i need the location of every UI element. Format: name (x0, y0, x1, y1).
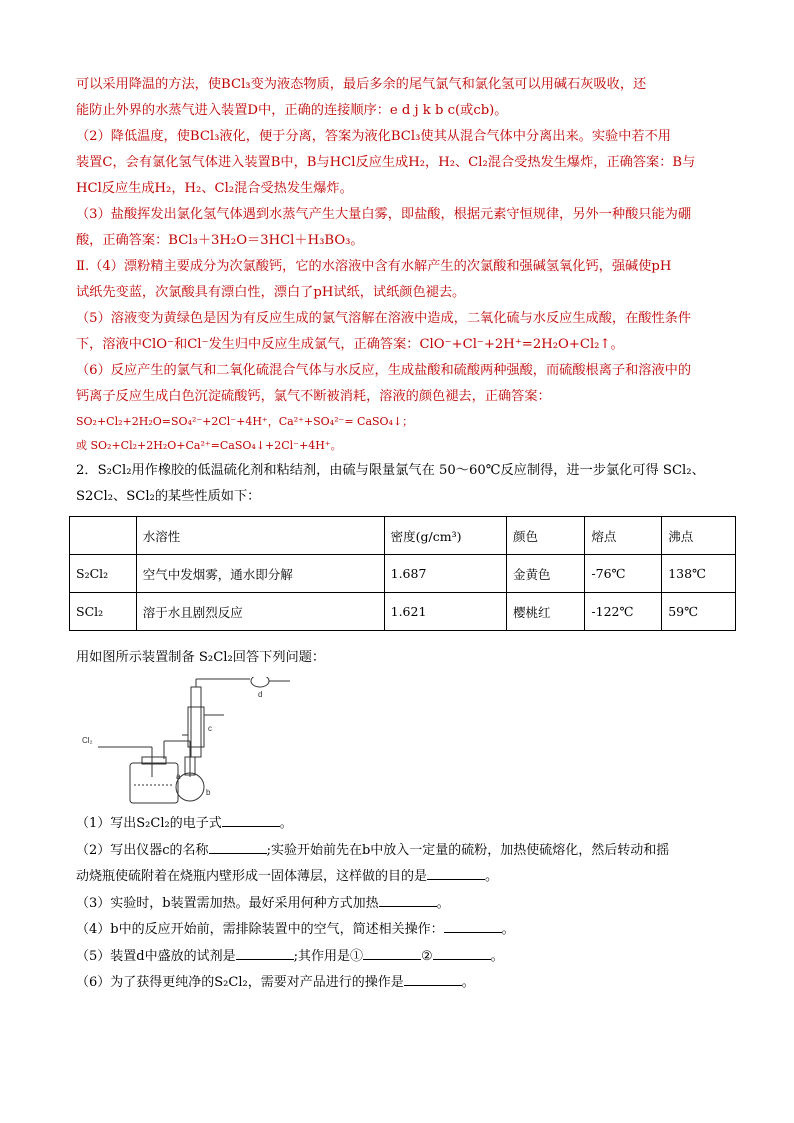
answer-line: 下，溶液中ClO⁻和Cl⁻发生归中反应生成氯气，正确答案：ClO⁻+Cl⁻+2H⁺=2H₂O+Cl₂↑。 (76, 337, 624, 352)
table-cell: 59℃ (662, 593, 736, 631)
answer-blank[interactable] (363, 948, 421, 960)
sub-question-5: （5）装置d中盛放的试剂是 ;其作用是① ② 。 (76, 948, 504, 964)
table-header-cell: 沸点 (662, 517, 736, 555)
answer-line: （5）溶液变为黄绿色是因为有反应生成的氯气溶解在溶液中造成，二氧化硫与水反应生成酸，在酸性条件 (76, 311, 692, 326)
answer-line: Ⅱ.（4）漂粉精主要成分为次氯酸钙，它的水溶液中含有水解产生的次氯酸和强碱氢氧化钙，强碱使pH (76, 259, 672, 274)
table-cell: -76℃ (585, 555, 662, 593)
sub-question-1: （1）写出S₂Cl₂的电子式 。 (76, 816, 293, 831)
question-intro: 2．S₂Cl₂用作橡胶的低温硫化剂和粘结剂，由硫与限量氯气在 50～60℃反应制得，进一步氯化可得 SCl₂、 (76, 463, 705, 478)
answer-blank[interactable] (209, 842, 267, 854)
question-section (76, 458, 736, 997)
table-cell: 空气中发烟雾，通水即分解 (136, 555, 384, 593)
answer-line: （3）盐酸挥发出氯化氢气体遇到水蒸气产生大量白雾，即盐酸，根据元素守恒规律，另外一种酸只能为硼 (76, 207, 692, 222)
cl2-label: Cl₂ (82, 736, 93, 745)
answer-line: 可以采用降温的方法，使BCl₃变为液态物质，最后多余的尾气氯气和氯化氢可以用碱石灰吸收，还 (76, 77, 647, 92)
table-row (70, 593, 736, 631)
label-b: b (206, 788, 211, 797)
table-cell: 138℃ (662, 555, 736, 593)
label-a: a (176, 772, 181, 781)
table-cell: 1.621 (384, 593, 506, 631)
answer-blank[interactable] (427, 868, 485, 880)
table-cell: 1.687 (384, 555, 506, 593)
table-cell: 溶于水且剧烈反应 (136, 593, 384, 631)
sub-question-4: （4）b中的反应开始前，需排除装置中的空气，简述相关操作： 。 (76, 922, 515, 937)
sub-question-6: （6）为了获得更纯净的S₂Cl₂，需要对产品进行的操作是 。 (76, 975, 475, 990)
document-page (76, 72, 736, 997)
answer-equation: 或 SO₂+Cl₂+2H₂O+Ca²⁺=CaSO₄↓+2Cl⁻+4H⁺。 (76, 439, 342, 452)
table-header-cell: 熔点 (585, 517, 662, 555)
apparatus-diagram (78, 677, 308, 807)
table-cell: S₂Cl₂ (70, 555, 137, 593)
table-header-cell: 水溶性 (136, 517, 384, 555)
question-prompt: 用如图所示装置制备 S₂Cl₂回答下列问题： (76, 650, 326, 665)
answer-line: HCl反应生成H₂，H₂、Cl₂混合受热发生爆炸。 (76, 181, 353, 196)
sub-question-2-cont: 动烧瓶使硫附着在烧瓶内壁形成一固体薄层，这样做的目的是 。 (76, 869, 499, 884)
properties-table (69, 516, 736, 631)
label-d: d (258, 690, 263, 699)
answer-blank[interactable] (222, 815, 280, 827)
table-header-cell: 密度(g/cm³) (384, 517, 506, 555)
answer-equation: SO₂+Cl₂+2H₂O=SO₄²⁻+2Cl⁻+4H⁺，Ca²⁺+SO₄²⁻= CaSO₄↓； (76, 415, 414, 428)
answer-line: 钙离子反应生成白色沉淀硫酸钙，氯气不断被消耗，溶液的颜色褪去，正确答案： (76, 389, 551, 404)
answer-blank[interactable] (236, 948, 294, 960)
table-row (70, 555, 736, 593)
answer-line: （6）反应产生的氯气和二氧化硫混合气体与水反应，生成盐酸和硫酸两种强酸，而硫酸根离子和溶液中的 (76, 363, 692, 378)
table-header-cell: 颜色 (506, 517, 584, 555)
answer-blank[interactable] (444, 921, 502, 933)
sub-questions (76, 811, 736, 997)
question-intro: S2Cl₂、SCl₂的某些性质如下： (76, 489, 261, 504)
sub-question-3: （3）实验时，b装置需加热。最好采用何种方式加热 。 (76, 895, 450, 911)
table-cell: 樱桃红 (506, 593, 584, 631)
answer-line: 能防止外界的水蒸气进入装置D中，正确的连接顺序：e d j k b c(或cb)。 (76, 103, 508, 118)
answer-line: 试纸先变蓝，次氯酸具有漂白性，漂白了pH试纸，试纸颜色褪去。 (76, 285, 466, 300)
table-cell: -122℃ (585, 593, 662, 631)
table-header-cell (70, 517, 137, 555)
answer-blank[interactable] (433, 948, 491, 960)
answer-blank[interactable] (404, 974, 462, 986)
label-c: c (208, 724, 212, 733)
answer-line: （2）降低温度，使BCl₃液化，便于分离，答案为液化BCl₃使其从混合气体中分离出来。实验中若不用 (76, 129, 671, 144)
sub-question-2: （2）写出仪器c的名称 ;实验开始前先在b中放入一定量的硫粉，加热使硫熔化，然后转动和摇 (76, 842, 670, 858)
answer-blank[interactable] (379, 895, 437, 907)
table-cell: 金黄色 (506, 555, 584, 593)
table-cell: SCl₂ (70, 593, 137, 631)
answer-line: 装置C，会有氯化氢气体进入装置B中，B与HCl反应生成H₂，H₂、Cl₂混合受热发生爆炸，正确答案：B与 (76, 155, 696, 170)
answer-line: 酸，正确答案：BCl₃＋3H₂O＝3HCl＋H₃BO₃。 (76, 233, 364, 248)
table-header-row (70, 517, 736, 555)
answer-section (76, 72, 736, 458)
